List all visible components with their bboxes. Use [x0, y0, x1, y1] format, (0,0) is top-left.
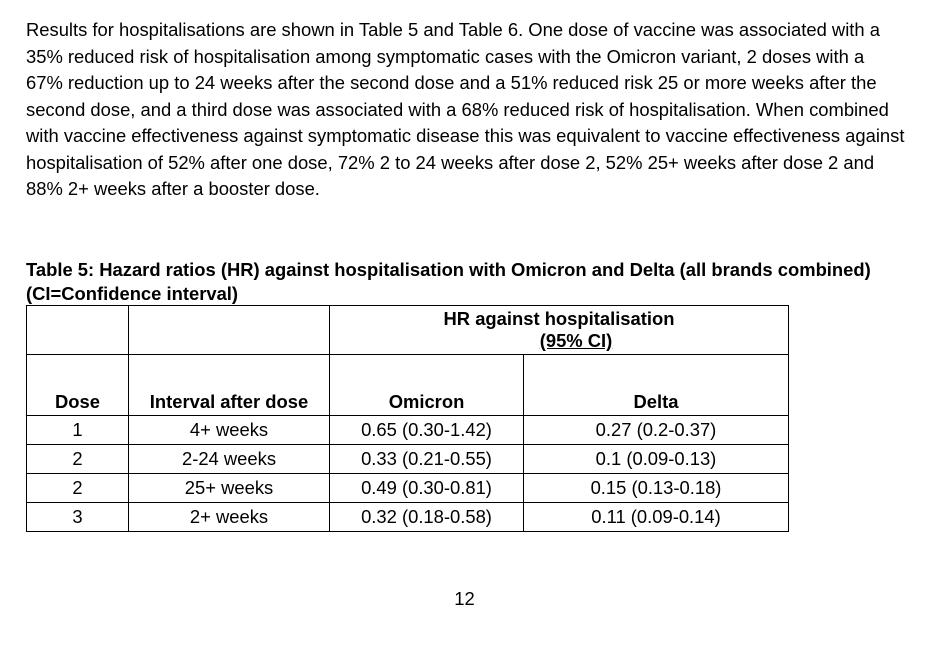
table-group-header-row — [27, 306, 789, 355]
cell-delta: 0.15 (0.13-0.18) — [524, 474, 789, 503]
hr-group-header-title: HR against hospitalisation — [443, 308, 675, 329]
cell-omicron: 0.33 (0.21-0.55) — [330, 445, 524, 474]
cell-interval: 25+ weeks — [129, 474, 330, 503]
cell-dose: 3 — [27, 503, 129, 532]
table-empty-cell — [129, 306, 330, 355]
cell-omicron: 0.49 (0.30-0.81) — [330, 474, 524, 503]
hr-group-header — [330, 306, 789, 355]
body-paragraph: Results for hospitalisations are shown in Table 5 and Table 6. One dose of vaccine was associated with a 35% reduced risk of hospitalisation among symptomatic cases with the Omicron variant, 2 doses with a 67% reduction up to 24 weeks after the second dose and a 51% reduced risk 25 or more weeks after the second dose, and a third dose was associated with a 68% reduced risk of hospitalisation. When combined with vaccine effectiveness against symptomatic disease this was equivalent to vaccine effectiveness against hospitalisation of 52% after one dose, 72% 2 to 24 weeks after dose 2, 52% 25+ weeks after dose 2 and 88% 2+ weeks after a booster dose. — [26, 19, 905, 199]
page-number: 12 — [454, 588, 475, 609]
table-row — [27, 503, 789, 532]
cell-delta: 0.11 (0.09-0.14) — [524, 503, 789, 532]
column-header-interval: Interval after dose — [129, 355, 330, 416]
cell-delta: 0.1 (0.09-0.13) — [524, 445, 789, 474]
cell-dose: 1 — [27, 416, 129, 445]
table-caption: Table 5: Hazard ratios (HR) against hospitalisation with Omicron and Delta (all brands combined) (CI=Confidence interval) — [26, 259, 871, 304]
cell-interval: 2+ weeks — [129, 503, 330, 532]
column-header-omicron: Omicron — [330, 355, 524, 416]
cell-delta: 0.27 (0.2-0.37) — [524, 416, 789, 445]
cell-dose: 2 — [27, 474, 129, 503]
cell-dose: 2 — [27, 445, 129, 474]
table-column-header-row — [27, 355, 789, 416]
cell-interval: 2-24 weeks — [129, 445, 330, 474]
table-row — [27, 416, 789, 445]
column-header-dose: Dose — [27, 355, 129, 416]
table-empty-cell — [27, 306, 129, 355]
cell-interval: 4+ weeks — [129, 416, 330, 445]
table-row — [27, 445, 789, 474]
hazard-ratio-table — [26, 305, 789, 532]
cell-omicron: 0.32 (0.18-0.58) — [330, 503, 524, 532]
cell-omicron: 0.65 (0.30-1.42) — [330, 416, 524, 445]
table-row — [27, 474, 789, 503]
column-header-delta: Delta — [524, 355, 789, 416]
hr-group-header-ci: (95% CI) — [539, 330, 613, 351]
